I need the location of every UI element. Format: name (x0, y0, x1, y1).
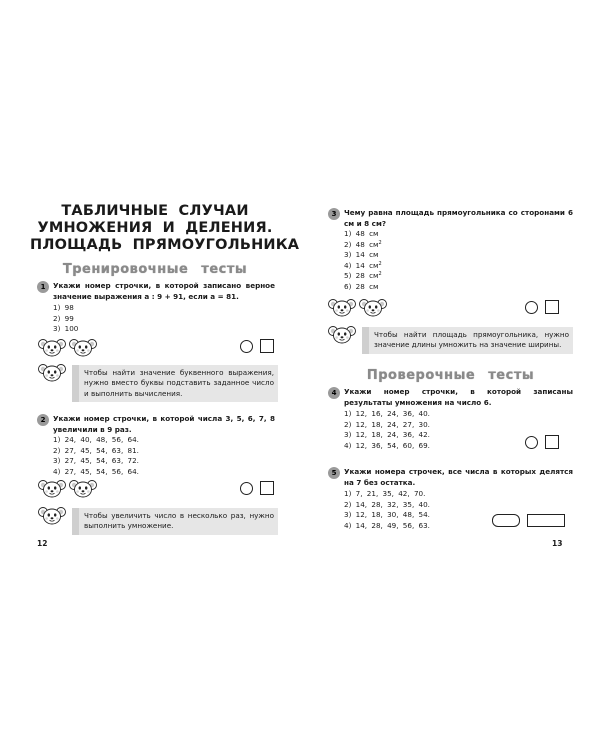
answer-square-box[interactable] (545, 300, 559, 314)
task-question: Чему равна площадь прямоугольника со сторонами 6 см и 8 см? (344, 208, 573, 228)
hint-1 (38, 362, 278, 402)
hint-bar (72, 365, 79, 402)
answer-option[interactable]: 4) 12, 36, 54, 60, 69. (344, 440, 430, 450)
answer-option[interactable] (344, 229, 382, 240)
task-1 (37, 281, 277, 335)
chapter-title (30, 203, 300, 254)
section-title-check: Проверочные тесты (366, 368, 535, 383)
task-question: Укажи номер строчки, в которой записаны результаты умножения на число 6. (344, 387, 573, 407)
hint-2 (38, 505, 278, 535)
answer-option[interactable] (344, 261, 382, 272)
answer-oval-box[interactable] (492, 514, 520, 527)
answer-circle-box[interactable] (525, 436, 538, 449)
unit-exponent: 2 (378, 271, 382, 278)
hint-text: Чтобы найти значение буквенного выражения, нужно вместо буквы подставить заданное число и выполнить вычисления. (84, 368, 274, 398)
mouse-face-icon (38, 505, 66, 525)
answer-option[interactable]: 1) 98 (53, 303, 74, 312)
mouse-face-icon (38, 362, 66, 382)
answer-square-box[interactable] (545, 435, 559, 449)
hint-3 (328, 324, 573, 356)
answer-list (344, 409, 430, 451)
hint-text: Чтобы увеличить число в несколько раз, нужно выполнить умножение. (84, 511, 274, 531)
mouse-face-icon (359, 297, 387, 317)
answer-option[interactable] (344, 240, 382, 251)
answer-option[interactable]: 4) 14, 28, 49, 56, 63. (344, 520, 430, 530)
answer-option[interactable]: 1) 7, 21, 35, 42, 70. (344, 489, 426, 498)
answer-option[interactable]: 3) 100 (53, 324, 79, 334)
answer-option[interactable] (344, 250, 382, 261)
answer-text: 5) 28 см (344, 271, 379, 281)
task-number: 3 (328, 208, 340, 220)
chapter-title-line-3: ПЛОЩАДЬ ПРЯМОУГОЛЬНИКА (30, 237, 300, 253)
answer-list (344, 489, 430, 531)
unit-exponent: 2 (378, 260, 382, 267)
section-title-training: Тренировочные тесты (62, 262, 248, 277)
answer-option[interactable]: 3) 12, 18, 30, 48, 54. (344, 510, 430, 520)
page-number: 12 (37, 539, 48, 548)
answer-text: 6) 28 см (344, 281, 379, 291)
hint-bar (72, 508, 79, 535)
mascot-pair (328, 297, 388, 317)
right-page (300, 0, 600, 750)
answer-option[interactable]: 3) 27, 45, 54, 63, 72. (53, 456, 139, 466)
hint-box (72, 508, 278, 535)
mascot-pair (38, 478, 98, 498)
chapter-title-line-1: ТАБЛИЧНЫЕ СЛУЧАИ (61, 203, 249, 219)
answer-text: 1) 48 см (344, 229, 379, 238)
mouse-face-icon (328, 297, 356, 317)
task-question: Укажи номера строчек, все числа в которых делятся на 7 без остатка. (344, 467, 573, 487)
task-number: 5 (328, 467, 340, 479)
answer-option[interactable]: 2) 27, 45, 54, 63, 81. (53, 445, 139, 455)
answer-list (344, 229, 382, 293)
task-question: Укажи номер строчки, в которой числа 3, 5, 6, 7, 8 увеличили в 9 раз. (53, 414, 275, 434)
mascot-pair (38, 337, 98, 357)
answer-square-box[interactable] (260, 481, 274, 495)
hint-box (72, 365, 278, 402)
answer-circle-box[interactable] (525, 301, 538, 314)
answer-option[interactable]: 4) 27, 45, 54, 56, 64. (53, 466, 139, 476)
answer-circle-box[interactable] (240, 482, 253, 495)
answer-rect-box[interactable] (527, 514, 565, 527)
task-number: 1 (37, 281, 49, 293)
unit-exponent: 2 (378, 239, 382, 246)
mouse-face-icon (328, 324, 356, 344)
hint-bar (362, 327, 369, 354)
task-3 (328, 208, 573, 292)
answer-circle-box[interactable] (240, 340, 253, 353)
mouse-face-icon (69, 337, 97, 357)
chapter-title-line-2: УМНОЖЕНИЯ И ДЕЛЕНИЯ. (37, 220, 273, 236)
answer-option[interactable]: 2) 14, 28, 32, 35, 40. (344, 499, 430, 509)
answer-option[interactable]: 1) 24, 40, 48, 56, 64. (53, 435, 139, 444)
answer-text: 4) 14 см (344, 260, 379, 270)
answer-option[interactable]: 1) 12, 16, 24, 36, 40. (344, 409, 430, 418)
task-number: 2 (37, 414, 49, 426)
hint-text: Чтобы найти площадь прямоугольника, нужно значение длины умножить на значение ширины. (374, 330, 569, 350)
mouse-face-icon (69, 478, 97, 498)
answer-list (53, 435, 139, 477)
answer-list (53, 303, 78, 335)
answer-option[interactable]: 3) 12, 18, 24, 36, 42. (344, 430, 430, 440)
answer-text: 2) 48 см (344, 239, 379, 249)
answer-square-box[interactable] (260, 339, 274, 353)
hint-box (362, 327, 573, 354)
answer-option[interactable] (344, 282, 382, 293)
page-number: 13 (552, 539, 563, 548)
task-2 (37, 414, 277, 474)
mouse-face-icon (38, 478, 66, 498)
task-question: Укажи номер строчки, в которой записано верное значение выражения a : 9 + 91, если a = 81. (53, 281, 275, 301)
mouse-face-icon (38, 337, 66, 357)
answer-option[interactable]: 2) 12, 18, 24, 27, 30. (344, 419, 430, 429)
task-number: 4 (328, 387, 340, 399)
answer-option[interactable]: 2) 99 (53, 313, 74, 323)
answer-option[interactable] (344, 271, 382, 282)
answer-text: 3) 14 см (344, 250, 379, 260)
